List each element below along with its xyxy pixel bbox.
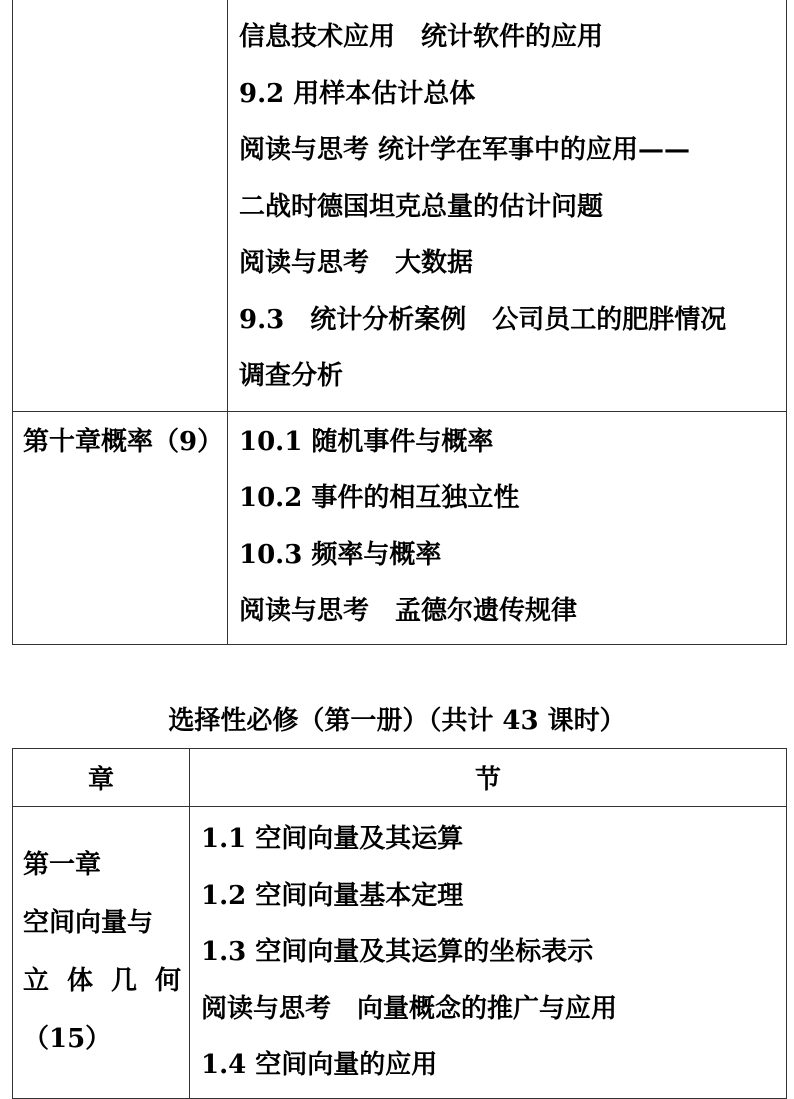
section-item: 10.2 事件的相互独立性 <box>239 483 520 513</box>
chapter-cell <box>13 807 190 1099</box>
table-row <box>13 0 787 411</box>
chapter-cell <box>13 0 228 411</box>
chapter-label-char: 体 <box>66 966 93 997</box>
section-item: 调查分析 <box>239 361 344 391</box>
section-item: 阅读与思考 向量概念的推广与应用 <box>201 993 618 1024</box>
section-heading: 选择性必修（第一册）（共计 43 课时） <box>168 706 626 736</box>
sections-cell <box>228 411 787 644</box>
chapter-label-line: 空间向量与 <box>23 908 154 939</box>
section-item: 阅读与思考 统计学在军事中的应用—— <box>239 135 691 165</box>
section-item: 阅读与思考 大数据 <box>239 248 474 278</box>
section-item: 10.1 随机事件与概率 <box>239 426 494 457</box>
chapter-label-char: 几 <box>110 966 137 997</box>
section-item: 10.3 频率与概率 <box>239 539 442 570</box>
section-item: 1.4 空间向量的应用 <box>201 1050 438 1080</box>
section-item: 1.2 空间向量基本定理 <box>201 880 464 911</box>
curriculum-table <box>12 748 787 1099</box>
chapter-cell <box>13 411 228 644</box>
section-item: 二战时德国坦克总量的估计问题 <box>239 191 604 222</box>
table-header-row <box>13 749 787 807</box>
section-item: 阅读与思考 孟德尔遗传规律 <box>239 596 578 626</box>
chapter-label-char: 立 <box>23 966 50 997</box>
section-item: 1.3 空间向量及其运算的坐标表示 <box>201 937 594 967</box>
section-item: 信息技术应用 统计软件的应用 <box>239 22 604 52</box>
column-header-chapter: 章 <box>13 749 190 807</box>
section-item: 1.1 空间向量及其运算 <box>201 824 464 854</box>
chapter-label: 第十章概率（9） <box>23 426 224 457</box>
chapter-label-char: 何 <box>154 966 181 997</box>
chapter-label-line-justified <box>23 952 181 1010</box>
column-header-section: 节 <box>190 749 787 807</box>
table-row <box>13 411 787 644</box>
table-row <box>13 807 787 1099</box>
sections-cell <box>190 807 787 1099</box>
section-item: 9.2 用样本估计总体 <box>239 78 476 109</box>
chapter-label-line: 第一章 <box>23 850 102 881</box>
sections-cell <box>228 0 787 411</box>
section-item: 9.3 统计分析案例 公司员工的肥胖情况 <box>239 304 727 335</box>
curriculum-table-continued <box>12 0 787 645</box>
chapter-label-line: （15） <box>23 1024 112 1055</box>
